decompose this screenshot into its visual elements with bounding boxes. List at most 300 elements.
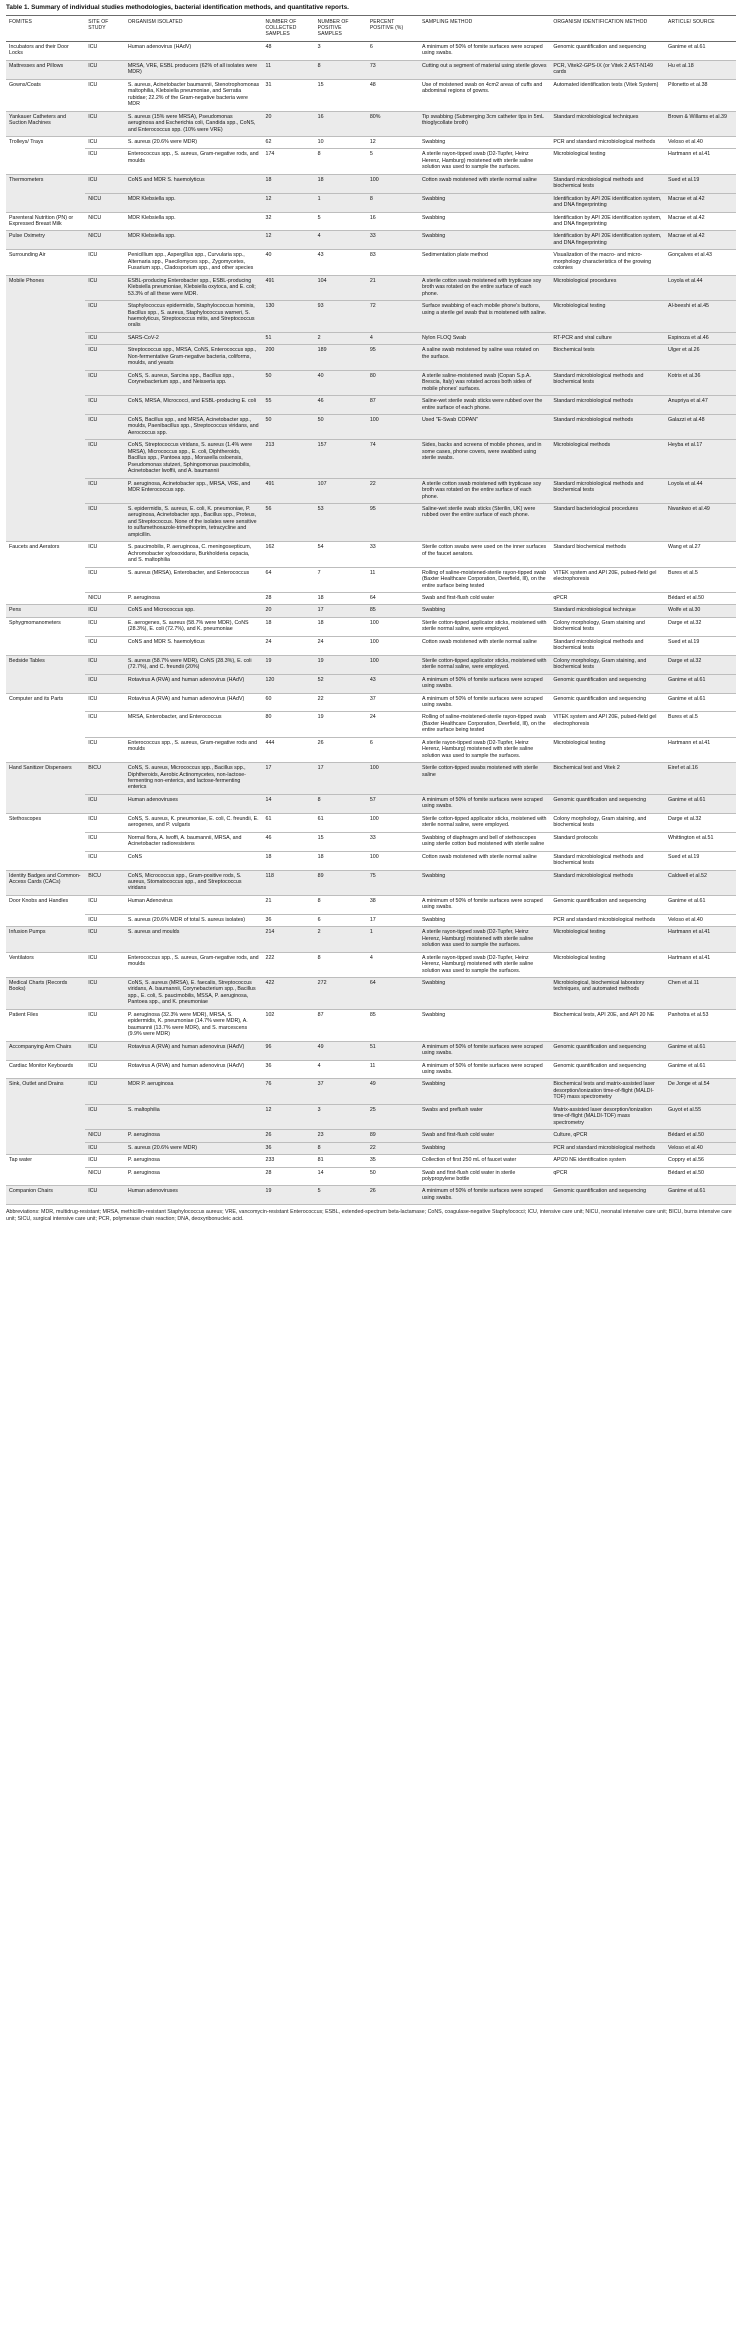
sampling-cell: A minimum of 50% of fomite surfaces were scraped using swabs. — [419, 895, 550, 914]
source-cell: Darge et al.32 — [665, 617, 736, 636]
identification-cell: Microbiological methods — [550, 440, 665, 478]
source-cell: Heyba et al.17 — [665, 440, 736, 478]
table-row — [6, 478, 736, 503]
identification-cell: Genomic quantification and sequencing — [550, 674, 665, 693]
site-cell: NICU — [85, 592, 125, 604]
site-cell: ICU — [85, 1079, 125, 1104]
fomite-cell: Door Knobs and Handles — [6, 895, 85, 926]
identification-cell: Standard microbiological methods — [550, 396, 665, 415]
positive-cell: 8 — [315, 149, 367, 174]
sampling-cell: Swab and first-flush cold water — [419, 1130, 550, 1142]
source-cell: Sued et al.19 — [665, 851, 736, 870]
identification-cell: Biochemical tests and matrix-assisted laser desorption/ionization time-of-flight (MALDI-TOF) mass spectrometry — [550, 1079, 665, 1104]
identification-cell: PCR, Vitek2-GPS-IX (or Vitek 2 AST-N149 cards — [550, 60, 665, 79]
organism-cell: S. aureus (15% were MRSA), Pseudomonas aeruginosa and Escherichia coli, Candida spp., CoNS, and Enterococcus spp. (10% were VRE) — [125, 111, 263, 136]
sampling-cell: A minimum of 50% of fomite surfaces were scraped using swabs. — [419, 1041, 550, 1060]
percent-cell: 100 — [367, 763, 419, 795]
sampling-cell: A minimum of 50% of fomite surfaces were scraped using swabs. — [419, 693, 550, 712]
table-row — [6, 895, 736, 914]
organism-cell: Enterococcus spp., S. aureus, Gram-negative rods, and moulds — [125, 952, 263, 977]
fomite-cell: Identity Badges and Common-Access Cards (CACs) — [6, 870, 85, 895]
sampling-cell: Used "E-Swab COPAN" — [419, 415, 550, 440]
source-cell: Wolfe et al.30 — [665, 605, 736, 617]
fomite-cell: Pulse Oximetry — [6, 231, 85, 250]
collected-cell: 19 — [263, 1186, 315, 1205]
collected-cell: 222 — [263, 952, 315, 977]
percent-cell: 38 — [367, 895, 419, 914]
sampling-cell: Swabbing — [419, 914, 550, 926]
identification-cell: Standard microbiological methods and biochemical tests — [550, 636, 665, 655]
sampling-cell: Swabs and preflush water — [419, 1104, 550, 1129]
collected-cell: 56 — [263, 503, 315, 541]
percent-cell: 35 — [367, 1155, 419, 1167]
positive-cell: 18 — [315, 592, 367, 604]
sampling-cell: Swabbing — [419, 193, 550, 212]
collected-cell: 19 — [263, 655, 315, 674]
site-cell: ICU — [85, 895, 125, 914]
sampling-cell: Collection of first 250 mL of faucet water — [419, 1155, 550, 1167]
collected-cell: 62 — [263, 136, 315, 148]
site-cell: ICU — [85, 149, 125, 174]
positive-cell: 17 — [315, 763, 367, 795]
site-cell: BICU — [85, 763, 125, 795]
sampling-cell: A minimum of 50% of fomite surfaces were scraped using swabs. — [419, 794, 550, 813]
positive-cell: 49 — [315, 1041, 367, 1060]
organism-cell: Penicillium spp., Aspergillus spp., Curvularia spp., Alternaria spp., Paecilomyces spp., Zygomycetes, Fusarium spp., Cladosporium spp., and other species — [125, 250, 263, 275]
source-cell: Wang et al.27 — [665, 542, 736, 567]
col-header-fomites: FOMITES — [6, 15, 85, 41]
table-row — [6, 978, 736, 1010]
col-header-organism: ORGANISM ISOLATED — [125, 15, 263, 41]
site-cell: ICU — [85, 693, 125, 712]
organism-cell: Rotavirus A (RVA) and human adenovirus (HAdV) — [125, 1060, 263, 1079]
fomite-cell: Yankauer Catheters and Suction Machines — [6, 111, 85, 136]
collected-cell: 32 — [263, 212, 315, 231]
collected-cell: 18 — [263, 174, 315, 193]
positive-cell: 6 — [315, 914, 367, 926]
source-cell: De Jonge et al.54 — [665, 1079, 736, 1104]
table-row — [6, 914, 736, 926]
sampling-cell: Swabbing — [419, 136, 550, 148]
sampling-cell: Use of moistened swab on 4cm2 areas of cuffs and abdominal regions of gowns. — [419, 79, 550, 111]
collected-cell: 21 — [263, 895, 315, 914]
positive-cell: 19 — [315, 712, 367, 737]
organism-cell: CoNS, S. aureus (MRSA), E. faecalis, Streptococcus viridans, A. baumannii, Corynebacterium spp., Bacillus spp., E. coli, S. paucimobilis, MSSA, P. aeruginosa, Pantoea spp., and K. pneumoniae — [125, 978, 263, 1010]
site-cell: ICU — [85, 478, 125, 503]
site-cell: ICU — [85, 111, 125, 136]
collected-cell: 491 — [263, 275, 315, 300]
source-cell: Veloso et al.40 — [665, 914, 736, 926]
fomite-cell: Cardiac Monitor Keyboards — [6, 1060, 85, 1079]
positive-cell: 26 — [315, 737, 367, 762]
site-cell: NICU — [85, 193, 125, 212]
identification-cell: PCR and standard microbiological methods — [550, 914, 665, 926]
table-row — [6, 952, 736, 977]
percent-cell: 100 — [367, 851, 419, 870]
percent-cell: 6 — [367, 41, 419, 60]
source-cell: Hartmann et al.41 — [665, 952, 736, 977]
sampling-cell: A minimum of 50% of fomite surfaces were scraped using swabs. — [419, 1060, 550, 1079]
fomite-cell: Surrounding Air — [6, 250, 85, 275]
percent-cell: 100 — [367, 174, 419, 193]
collected-cell: 26 — [263, 1130, 315, 1142]
organism-cell: S. aureus and moulds — [125, 927, 263, 952]
fomite-cell: Medical Charts (Records Books) — [6, 978, 85, 1010]
identification-cell: Standard bacteriological procedures — [550, 503, 665, 541]
source-cell: Ganime et al.61 — [665, 693, 736, 712]
table-row — [6, 1155, 736, 1167]
identification-cell: RT-PCR and viral culture — [550, 332, 665, 344]
sampling-cell: Swabbing of diaphragm and bell of stethoscopes using sterile cotton bud moistened with sterile saline — [419, 832, 550, 851]
percent-cell: 4 — [367, 952, 419, 977]
organism-cell: Enterococcus spp., S. aureus, Gram-negative rods and moulds — [125, 737, 263, 762]
site-cell: ICU — [85, 737, 125, 762]
identification-cell: API20 NE identification system — [550, 1155, 665, 1167]
fomite-cell: Companion Chairs — [6, 1186, 85, 1205]
collected-cell: 48 — [263, 41, 315, 60]
collected-cell: 200 — [263, 345, 315, 370]
organism-cell: CoNS, Streptococcus viridans, S. aureus (1.4% were MRSA), Micrococcus spp., E. coli, Diphtheroids, Bacillus spp., Pantoea spp., Moraxella osloensis, Pseudomonas stutzeri, Sphingomonas paucimobilis, Acinetobacter lwoffii, and A. baumannii — [125, 440, 263, 478]
percent-cell: 12 — [367, 136, 419, 148]
identification-cell: Identification by API 20E identification system, and DNA fingerprinting — [550, 212, 665, 231]
col-header-site: SITE OF STUDY — [85, 15, 125, 41]
collected-cell: 130 — [263, 301, 315, 333]
organism-cell: S. aureus (58.7% were MDR), CoNS (28.3%), E. coli (72.7%), and C. freundii (20%) — [125, 655, 263, 674]
table-row — [6, 870, 736, 895]
site-cell: ICU — [85, 636, 125, 655]
col-header-percent: PERCENT POSITIVE (%) — [367, 15, 419, 41]
fomite-cell: Trolleys/ Trays — [6, 136, 85, 174]
identification-cell: Genomic quantification and sequencing — [550, 794, 665, 813]
positive-cell: 2 — [315, 927, 367, 952]
site-cell: ICU — [85, 617, 125, 636]
source-cell: Bédard et al.50 — [665, 1167, 736, 1186]
source-cell: Whittington et al.51 — [665, 832, 736, 851]
positive-cell: 272 — [315, 978, 367, 1010]
site-cell: ICU — [85, 332, 125, 344]
organism-cell: Human adenoviruses — [125, 794, 263, 813]
table-row — [6, 396, 736, 415]
site-cell: ICU — [85, 41, 125, 60]
identification-cell: Microbiological testing — [550, 301, 665, 333]
organism-cell: MDR P. aeruginosa — [125, 1079, 263, 1104]
table-row — [6, 212, 736, 231]
positive-cell: 5 — [315, 212, 367, 231]
organism-cell: S. aureus (20.6% MDR of total S. aureus isolates) — [125, 914, 263, 926]
organism-cell: CoNS, S. aureus, Micrococcus spp., Bacillus spp., Diphtheroids, Aerobic Actinomycetes, non-lactose-fermenting non-enterics, and lactose-fermenting enterics — [125, 763, 263, 795]
positive-cell: 104 — [315, 275, 367, 300]
sampling-cell: A sterile rayon-tipped swab (D2-Tupfer, Heinz Herenz, Hamburg) moistened with sterile saline solution was used to sample the surfaces. — [419, 927, 550, 952]
source-cell: Pilonetto et al.38 — [665, 79, 736, 111]
source-cell: Anupriya et al.47 — [665, 396, 736, 415]
organism-cell: CoNS and MDR S. haemolyticus — [125, 636, 263, 655]
site-cell: ICU — [85, 174, 125, 193]
site-cell: ICU — [85, 1060, 125, 1079]
collected-cell: 102 — [263, 1009, 315, 1041]
percent-cell: 17 — [367, 914, 419, 926]
percent-cell: 95 — [367, 503, 419, 541]
organism-cell: P. aeruginosa — [125, 592, 263, 604]
sampling-cell: Swabbing — [419, 1079, 550, 1104]
percent-cell: 37 — [367, 693, 419, 712]
collected-cell: 174 — [263, 149, 315, 174]
source-cell: Sued et al.19 — [665, 174, 736, 193]
sampling-cell: Swabbing — [419, 605, 550, 617]
positive-cell: 1 — [315, 193, 367, 212]
fomite-cell: Bedside Tables — [6, 655, 85, 693]
identification-cell: Biochemical test and Vitek 2 — [550, 763, 665, 795]
identification-cell: Visualization of the macro- and micro-morphology characteristics of the growing colonies — [550, 250, 665, 275]
positive-cell: 8 — [315, 1142, 367, 1154]
percent-cell: 57 — [367, 794, 419, 813]
percent-cell: 8 — [367, 193, 419, 212]
identification-cell: Standard microbiological methods and biochemical tests — [550, 478, 665, 503]
identification-cell: qPCR — [550, 1167, 665, 1186]
percent-cell: 11 — [367, 1060, 419, 1079]
source-cell: Eiref et al.16 — [665, 763, 736, 795]
identification-cell: Colony morphology, Gram staining, and biochemical tests — [550, 813, 665, 832]
table-row — [6, 794, 736, 813]
identification-cell: Genomic quantification and sequencing — [550, 1041, 665, 1060]
positive-cell: 18 — [315, 617, 367, 636]
site-cell: ICU — [85, 712, 125, 737]
organism-cell: MRSA, Enterobacter, and Enterococcus — [125, 712, 263, 737]
sampling-cell: A sterile cotton swab moistened with trypticase soy broth was rotated on the entire surface of each phone. — [419, 478, 550, 503]
site-cell: ICU — [85, 1155, 125, 1167]
percent-cell: 95 — [367, 345, 419, 370]
table-row — [6, 617, 736, 636]
positive-cell: 89 — [315, 870, 367, 895]
collected-cell: 14 — [263, 794, 315, 813]
source-cell: Galazzi et al.48 — [665, 415, 736, 440]
percent-cell: 33 — [367, 542, 419, 567]
sampling-cell: A minimum of 50% of fomite surfaces were scraped using swabs. — [419, 674, 550, 693]
sampling-cell: Sterile cotton-tipped applicator sticks, moistened with sterile normal saline, were employed. — [419, 617, 550, 636]
sampling-cell: Tip swabbing (Submerging 3cm catheter tips in 5mL thioglycollate broth) — [419, 111, 550, 136]
table-row — [6, 832, 736, 851]
identification-cell: Microbiological testing — [550, 927, 665, 952]
percent-cell: 24 — [367, 712, 419, 737]
site-cell: ICU — [85, 542, 125, 567]
collected-cell: 55 — [263, 396, 315, 415]
positive-cell: 8 — [315, 952, 367, 977]
identification-cell: Microbiological, biochemical laboratory techniques, and automated methods — [550, 978, 665, 1010]
sampling-cell: Sterile cotton-tipped applicator sticks, moistened with sterile normal saline, were employed. — [419, 655, 550, 674]
collected-cell: 213 — [263, 440, 315, 478]
site-cell: ICU — [85, 250, 125, 275]
source-cell: Espinoza et al.46 — [665, 332, 736, 344]
positive-cell: 16 — [315, 111, 367, 136]
collected-cell: 17 — [263, 763, 315, 795]
collected-cell: 20 — [263, 111, 315, 136]
collected-cell: 18 — [263, 851, 315, 870]
organism-cell: S. aureus (20.6% were MDR) — [125, 1142, 263, 1154]
positive-cell: 15 — [315, 832, 367, 851]
sampling-cell: A sterile rayon-tipped swab (D2-Tupfer, Heinz Herenz, Hamburg) moistened with sterile saline solution was used to sample the surfaces. — [419, 952, 550, 977]
organism-cell: CoNS, Bacillus spp., and MRSA, Acinetobacter spp., moulds, Paenibacillus spp., Streptococcus viridans, and Aerococcus spp. — [125, 415, 263, 440]
percent-cell: 22 — [367, 1142, 419, 1154]
positive-cell: 50 — [315, 415, 367, 440]
sampling-cell: A sterile saline-moistened swab (Copan S.p.A. Brescia, Italy) was rotated across both sides of mobile phones' surfaces. — [419, 370, 550, 395]
sampling-cell: Swabbing — [419, 1142, 550, 1154]
table-row — [6, 275, 736, 300]
collected-cell: 36 — [263, 1142, 315, 1154]
collected-cell: 118 — [263, 870, 315, 895]
collected-cell: 12 — [263, 1104, 315, 1129]
table-row — [6, 1079, 736, 1104]
organism-cell: E. aerogenes, S. aureus (58.7% were MDR), CoNS (28.3%), E. coli (72.7%), and K. pneumoniae — [125, 617, 263, 636]
positive-cell: 157 — [315, 440, 367, 478]
percent-cell: 1 — [367, 927, 419, 952]
fomite-cell: Faucets and Aerators — [6, 542, 85, 605]
percent-cell: 100 — [367, 813, 419, 832]
sampling-cell: Rolling of saline-moistened-sterile rayon-tipped swab (Baxter Healthcare Corporation, Deerfield, Ill), on the entire surface being tested — [419, 567, 550, 592]
organism-cell: CoNS and Micrococcus spp. — [125, 605, 263, 617]
organism-cell: S. aureus (20.6% were MDR) — [125, 136, 263, 148]
positive-cell: 3 — [315, 1104, 367, 1129]
sampling-cell: Cotton swab moistened with sterile normal saline — [419, 636, 550, 655]
identification-cell: Microbiological testing — [550, 737, 665, 762]
collected-cell: 233 — [263, 1155, 315, 1167]
fomite-cell: Thermometers — [6, 174, 85, 212]
collected-cell: 120 — [263, 674, 315, 693]
organism-cell: P. aeruginosa, Acinetobacter spp., MRSA, VRE, and MDR Enterococcus spp. — [125, 478, 263, 503]
positive-cell: 18 — [315, 851, 367, 870]
source-cell: Ganime et al.61 — [665, 1060, 736, 1079]
site-cell: ICU — [85, 79, 125, 111]
percent-cell: 22 — [367, 478, 419, 503]
table-row — [6, 111, 736, 136]
fomite-cell: Mattresses and Pillows — [6, 60, 85, 79]
site-cell: ICU — [85, 396, 125, 415]
source-cell: Panhotra et al.53 — [665, 1009, 736, 1041]
table-row — [6, 655, 736, 674]
percent-cell: 85 — [367, 1009, 419, 1041]
organism-cell: P. aeruginosa (32.3% were MDR), MRSA, S. epidermidis, K. pneumoniae (14.7% were MDR), A. baumannii (13.7% were MDR), and S. marcescens (9.9% were MDR) — [125, 1009, 263, 1041]
site-cell: ICU — [85, 1041, 125, 1060]
table-row — [6, 79, 736, 111]
source-cell: Kotris et al.36 — [665, 370, 736, 395]
collected-cell: 36 — [263, 1060, 315, 1079]
percent-cell: 33 — [367, 231, 419, 250]
collected-cell: 64 — [263, 567, 315, 592]
fomite-cell: Accompanying Arm Chairs — [6, 1041, 85, 1060]
collected-cell: 36 — [263, 914, 315, 926]
percent-cell: 74 — [367, 440, 419, 478]
table-row — [6, 567, 736, 592]
sampling-cell: A minimum of 50% of fomite surfaces were scraped using swabs. — [419, 41, 550, 60]
organism-cell: MRSA, VRE, ESBL producers (62% of all isolates were MDR) — [125, 60, 263, 79]
sampling-cell: Surface swabbing of each mobile phone's buttons, using a sterile gel swab that is moistened with saline. — [419, 301, 550, 333]
collected-cell: 12 — [263, 231, 315, 250]
positive-cell: 46 — [315, 396, 367, 415]
site-cell: ICU — [85, 301, 125, 333]
percent-cell: 11 — [367, 567, 419, 592]
site-cell: ICU — [85, 60, 125, 79]
table-row — [6, 301, 736, 333]
identification-cell: Standard microbiological methods and biochemical tests — [550, 174, 665, 193]
table-row — [6, 542, 736, 567]
table-row — [6, 174, 736, 193]
table-row — [6, 1186, 736, 1205]
identification-cell: Matrix-assisted laser desorption/ionization time-of-flight (MALDI-TOF) mass spectrometry — [550, 1104, 665, 1129]
organism-cell: Rotavirus A (RVA) and human adenovirus (HAdV) — [125, 674, 263, 693]
identification-cell: qPCR — [550, 592, 665, 604]
source-cell: Loyola et al.44 — [665, 275, 736, 300]
source-cell: Loyola et al.44 — [665, 478, 736, 503]
source-cell: Hartmann et al.41 — [665, 737, 736, 762]
sampling-cell: Rolling of saline-moistened-sterile rayon-tipped swab (Baxter Healthcare Corporation, Deerfield, Ill), on the entire surface being tested — [419, 712, 550, 737]
fomite-cell: Tap water — [6, 1155, 85, 1186]
source-cell: Gonçalves et al.43 — [665, 250, 736, 275]
site-cell: NICU — [85, 1130, 125, 1142]
organism-cell: S. aureus (MRSA), Enterobacter, and Enterococcus — [125, 567, 263, 592]
fomite-cell: Incubators and their Door Locks — [6, 41, 85, 60]
sampling-cell: Sterile cotton-tipped swabs moistened with sterile saline — [419, 763, 550, 795]
sampling-cell: A sterile rayon-tipped swab (D2-Tupfer, Heinz Herenz, Hamburg) moistened with sterile saline solution was used to sample the surfaces. — [419, 737, 550, 762]
identification-cell: Standard biochemical methods — [550, 542, 665, 567]
identification-cell: Standard protocols — [550, 832, 665, 851]
source-cell: Darge et al.32 — [665, 813, 736, 832]
source-cell: Bédard et al.50 — [665, 592, 736, 604]
positive-cell: 93 — [315, 301, 367, 333]
sampling-cell: Sides, backs and screens of mobile phones, and in some cases, phone covers, were swabbed using sterile swabs. — [419, 440, 550, 478]
organism-cell: Normal flora, A. lwoffi, A. baumannii, MRSA, and Acinetobacter radioresistens — [125, 832, 263, 851]
organism-cell: CoNS, Micrococcus spp., Gram-positive rods, S. aureus, Stomatococcus spp., and Streptococcus viridans — [125, 870, 263, 895]
organism-cell: CoNS — [125, 851, 263, 870]
table-row — [6, 674, 736, 693]
collected-cell: 51 — [263, 332, 315, 344]
table-row — [6, 1142, 736, 1154]
sampling-cell: Swabbing — [419, 1009, 550, 1041]
table-row — [6, 1167, 736, 1186]
col-header-sampling: SAMPLING METHOD — [419, 15, 550, 41]
percent-cell: 80 — [367, 370, 419, 395]
source-cell: Macrae et al.42 — [665, 193, 736, 212]
site-cell: ICU — [85, 674, 125, 693]
source-cell: Ganime et al.61 — [665, 1186, 736, 1205]
positive-cell: 2 — [315, 332, 367, 344]
sampling-cell: Swabbing — [419, 870, 550, 895]
organism-cell: MDR Klebsiella spp. — [125, 193, 263, 212]
source-cell: Bures et al.5 — [665, 712, 736, 737]
table-row — [6, 813, 736, 832]
organism-cell: MDR Klebsiella spp. — [125, 231, 263, 250]
percent-cell: 16 — [367, 212, 419, 231]
source-cell: Bédard et al.50 — [665, 1130, 736, 1142]
sampling-cell: A sterile rayon-tipped swab (D2-Tupfer, Heinz Herenz, Hamburg) moistened with sterile saline solution was used to sample the surfaces. — [419, 149, 550, 174]
percent-cell: 73 — [367, 60, 419, 79]
identification-cell: Genomic quantification and sequencing — [550, 41, 665, 60]
identification-cell: Standard microbiological methods — [550, 415, 665, 440]
percent-cell: 64 — [367, 978, 419, 1010]
positive-cell: 14 — [315, 1167, 367, 1186]
organism-cell: SARS-CoV-2 — [125, 332, 263, 344]
identification-cell: Genomic quantification and sequencing — [550, 1060, 665, 1079]
fomite-cell: Hand Sanitizer Dispensers — [6, 763, 85, 814]
percent-cell: 25 — [367, 1104, 419, 1129]
col-header-positive: NUMBER OF POSITIVE SAMPLES — [315, 15, 367, 41]
table-row — [6, 592, 736, 604]
percent-cell: 64 — [367, 592, 419, 604]
table-row — [6, 370, 736, 395]
organism-cell: P. aeruginosa — [125, 1167, 263, 1186]
source-cell: Ganime et al.61 — [665, 1041, 736, 1060]
collected-cell: 50 — [263, 370, 315, 395]
percent-cell: 33 — [367, 832, 419, 851]
positive-cell: 189 — [315, 345, 367, 370]
collected-cell: 76 — [263, 1079, 315, 1104]
